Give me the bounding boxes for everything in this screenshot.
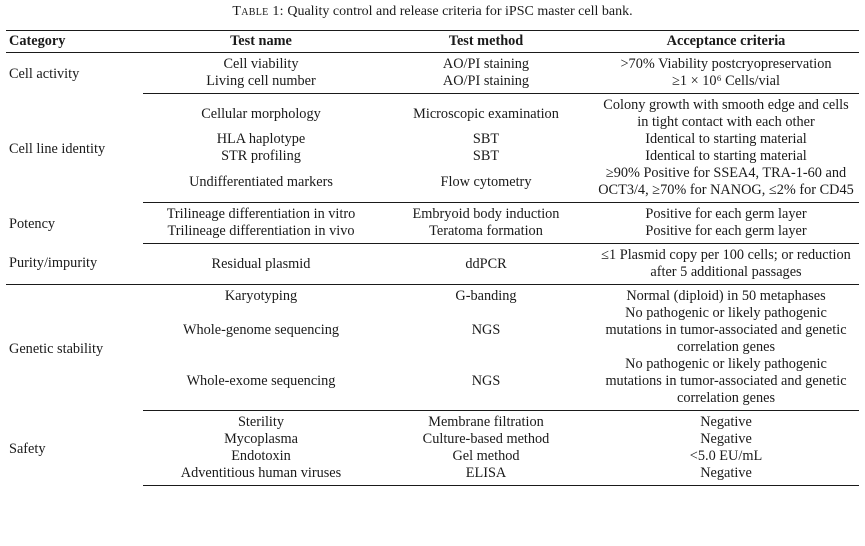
header-row [6,31,859,53]
test-method-cell: G-banding [455,288,517,304]
acceptance-criteria-cell: Positive for each germ layer [645,206,807,222]
category-cell: Genetic stability [9,340,104,357]
acceptance-criteria-cell: Negative [700,431,752,447]
category-cell: Safety [9,441,46,457]
table-row [6,203,859,224]
acceptance-criteria-cell: Identical to starting material [645,148,807,164]
table-row [6,244,859,285]
test-method-cell: Culture-based method [422,431,550,447]
acceptance-criteria-cell: No pathogenic or likely pathogenic mutations in tumor-associated and genetic correlation genes [593,356,859,411]
table-caption [6,2,859,22]
category-cell: Potency [9,216,56,232]
test-method-cell: SBT [472,148,500,164]
test-method-cell: AO/PI staining [442,56,530,72]
test-name-cell: Karyotyping [224,288,298,304]
test-name-cell: Trilineage differentiation in vivo [143,223,379,244]
header-test-method: Test method [379,31,593,53]
category-cell: Cell line identity [9,141,106,157]
test-method-cell: Flow cytometry [379,165,593,203]
test-method-cell: AO/PI staining [379,73,593,94]
table-body [6,53,859,486]
table-row [6,411,859,432]
category-cell: Purity/impurity [6,244,143,285]
acceptance-criteria-cell: Colony growth with smooth edge and cells in tight contact with each other [603,97,849,130]
test-method-cell: Embryoid body induction [412,206,560,222]
acceptance-criteria-cell: Normal (diploid) in 50 metaphases [626,288,826,304]
acceptance-criteria-cell: Identical to starting material [645,131,807,147]
table-row [6,94,859,132]
test-method-cell: Microscopic examination [413,105,559,122]
header-category: Category [6,31,143,53]
table-row [6,53,859,74]
test-name-cell: Residual plasmid [143,244,379,285]
header-acceptance-criteria: Acceptance criteria [593,31,859,53]
test-name-cell: Endotoxin [231,448,291,464]
table-caption-label: Table 1: [232,4,284,19]
test-name-cell: Cell viability [223,56,299,72]
test-name-cell: Living cell number [143,73,379,94]
test-name-cell: Whole-exome sequencing [143,356,379,411]
test-method-cell: Gel method [452,448,520,464]
test-name-cell: Trilineage differentiation in vitro [166,206,356,222]
test-method-cell: ddPCR [379,244,593,285]
acceptance-criteria-cell: Positive for each germ layer [593,223,859,244]
test-method-cell: NGS [471,322,501,338]
acceptance-criteria-cell: No pathogenic or likely pathogenic mutations in tumor-associated and genetic correlation genes [605,305,847,355]
test-method-cell: Membrane filtration [428,414,544,430]
test-name-cell: Cellular morphology [201,105,321,122]
test-method-cell: NGS [379,356,593,411]
test-name-cell: Undifferentiated markers [143,165,379,203]
test-name-cell: Sterility [237,414,285,430]
qc-criteria-table [6,30,859,486]
test-method-cell: ELISA [379,465,593,486]
test-name-cell: HLA haplotype [216,131,306,147]
table-header [6,31,859,53]
table-row [6,285,859,306]
test-method-cell: Teratoma formation [379,223,593,244]
acceptance-criteria-cell: Negative [700,414,752,430]
acceptance-criteria-cell: ≥1 × 10⁶ Cells/vial [593,73,859,94]
test-method-cell: SBT [472,131,500,147]
acceptance-criteria-cell: <5.0 EU/mL [689,448,763,464]
header-test-name: Test name [143,31,379,53]
test-name-cell: STR profiling [221,148,301,164]
test-name-cell: Whole-genome sequencing [182,322,340,338]
test-name-cell: Adventitious human viruses [143,465,379,486]
acceptance-criteria-cell: ≤1 Plasmid copy per 100 cells; or reduction after 5 additional passages [593,244,859,285]
acceptance-criteria-cell: Negative [593,465,859,486]
acceptance-criteria-cell: >70% Viability postcryopreservation [620,56,832,72]
table-caption-text: Quality control and release criteria for iPSC master cell bank. [287,4,633,19]
category-cell: Cell activity [9,66,80,83]
acceptance-criteria-cell: ≥90% Positive for SSEA4, TRA-1-60 and OCT3/4, ≥70% for NANOG, ≤2% for CD45 [593,165,859,203]
test-name-cell: Mycoplasma [224,431,298,447]
